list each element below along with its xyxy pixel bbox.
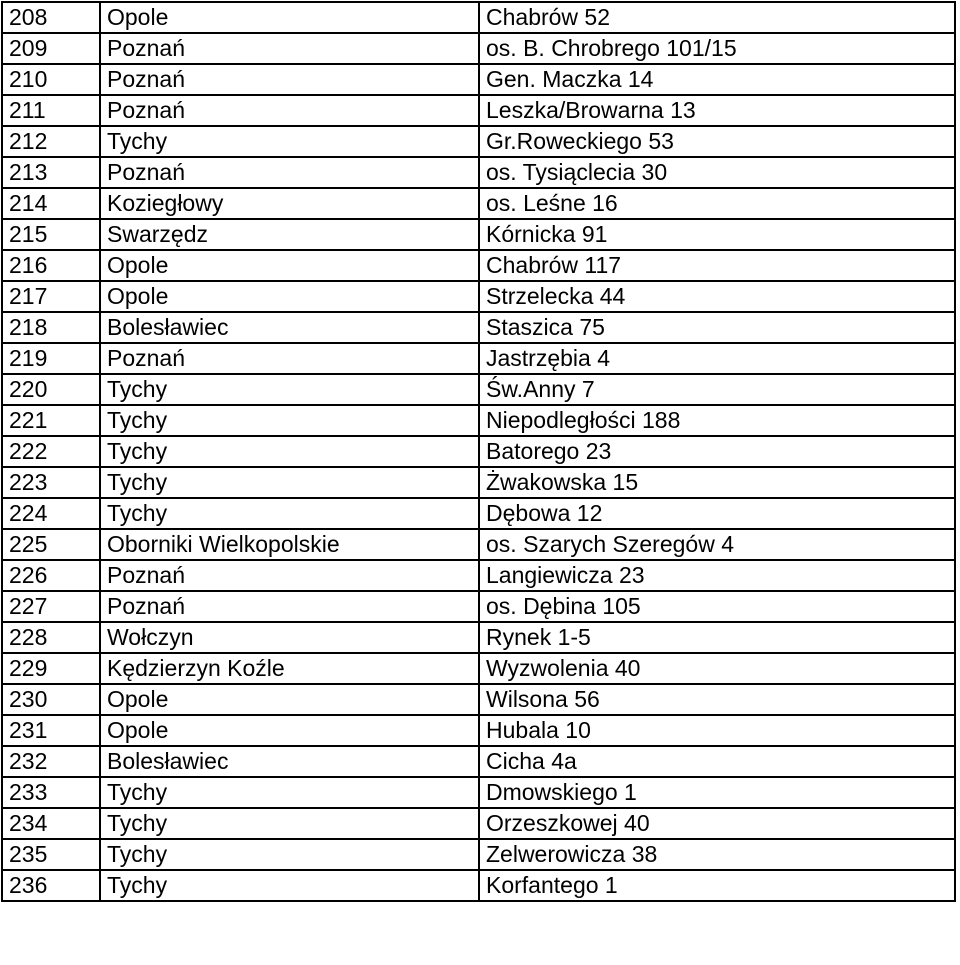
row-number-cell: 234 (2, 808, 100, 839)
street-cell: os. Szarych Szeregów 4 (479, 529, 955, 560)
street-cell: os. Leśne 16 (479, 188, 955, 219)
city-cell: Tychy (100, 467, 479, 498)
street-cell: Staszica 75 (479, 312, 955, 343)
row-number-cell: 212 (2, 126, 100, 157)
table-row (2, 2, 955, 33)
row-number-cell: 215 (2, 219, 100, 250)
row-number-cell: 210 (2, 64, 100, 95)
street-cell: Hubala 10 (479, 715, 955, 746)
table-row (2, 95, 955, 126)
street-cell: os. Dębina 105 (479, 591, 955, 622)
table-row (2, 498, 955, 529)
city-cell: Tychy (100, 777, 479, 808)
street-cell: Dębowa 12 (479, 498, 955, 529)
city-cell: Poznań (100, 64, 479, 95)
table-row (2, 591, 955, 622)
table-row (2, 808, 955, 839)
city-cell: Poznań (100, 157, 479, 188)
address-table (1, 1, 956, 902)
street-cell: Leszka/Browarna 13 (479, 95, 955, 126)
row-number-cell: 221 (2, 405, 100, 436)
street-cell: Gr.Roweckiego 53 (479, 126, 955, 157)
table-row (2, 529, 955, 560)
table-row (2, 622, 955, 653)
street-cell: Niepodległości 188 (479, 405, 955, 436)
street-cell: Św.Anny 7 (479, 374, 955, 405)
street-cell: Wyzwolenia 40 (479, 653, 955, 684)
city-cell: Opole (100, 2, 479, 33)
row-number-cell: 227 (2, 591, 100, 622)
table-row (2, 560, 955, 591)
row-number-cell: 222 (2, 436, 100, 467)
row-number-cell: 208 (2, 2, 100, 33)
table-row (2, 219, 955, 250)
street-cell: Jastrzębia 4 (479, 343, 955, 374)
row-number-cell: 209 (2, 33, 100, 64)
table-row (2, 312, 955, 343)
street-cell: Cicha 4a (479, 746, 955, 777)
row-number-cell: 235 (2, 839, 100, 870)
street-cell: Orzeszkowej 40 (479, 808, 955, 839)
table-row (2, 405, 955, 436)
row-number-cell: 229 (2, 653, 100, 684)
street-cell: Batorego 23 (479, 436, 955, 467)
city-cell: Tychy (100, 126, 479, 157)
street-cell: Korfantego 1 (479, 870, 955, 901)
city-cell: Poznań (100, 33, 479, 64)
city-cell: Opole (100, 281, 479, 312)
city-cell: Tychy (100, 808, 479, 839)
street-cell: Chabrów 52 (479, 2, 955, 33)
row-number-cell: 211 (2, 95, 100, 126)
row-number-cell: 228 (2, 622, 100, 653)
table-row (2, 684, 955, 715)
city-cell: Koziegłowy (100, 188, 479, 219)
city-cell: Bolesławiec (100, 312, 479, 343)
street-cell: Chabrów 117 (479, 250, 955, 281)
row-number-cell: 217 (2, 281, 100, 312)
row-number-cell: 216 (2, 250, 100, 281)
street-cell: Langiewicza 23 (479, 560, 955, 591)
street-cell: Zelwerowicza 38 (479, 839, 955, 870)
table-row (2, 64, 955, 95)
city-cell: Wołczyn (100, 622, 479, 653)
table-row (2, 746, 955, 777)
city-cell: Tychy (100, 405, 479, 436)
row-number-cell: 225 (2, 529, 100, 560)
table-row (2, 126, 955, 157)
row-number-cell: 224 (2, 498, 100, 529)
city-cell: Tychy (100, 436, 479, 467)
city-cell: Poznań (100, 343, 479, 374)
row-number-cell: 219 (2, 343, 100, 374)
row-number-cell: 230 (2, 684, 100, 715)
row-number-cell: 213 (2, 157, 100, 188)
table-row (2, 374, 955, 405)
city-cell: Poznań (100, 591, 479, 622)
table-row (2, 870, 955, 901)
table-row (2, 653, 955, 684)
city-cell: Bolesławiec (100, 746, 479, 777)
row-number-cell: 223 (2, 467, 100, 498)
city-cell: Tychy (100, 870, 479, 901)
row-number-cell: 214 (2, 188, 100, 219)
city-cell: Swarzędz (100, 219, 479, 250)
city-cell: Kędzierzyn Koźle (100, 653, 479, 684)
table-row (2, 715, 955, 746)
row-number-cell: 231 (2, 715, 100, 746)
city-cell: Poznań (100, 95, 479, 126)
row-number-cell: 232 (2, 746, 100, 777)
row-number-cell: 233 (2, 777, 100, 808)
street-cell: Strzelecka 44 (479, 281, 955, 312)
table-row (2, 467, 955, 498)
row-number-cell: 218 (2, 312, 100, 343)
street-cell: Gen. Maczka 14 (479, 64, 955, 95)
table-row (2, 839, 955, 870)
table-row (2, 343, 955, 374)
table-row (2, 777, 955, 808)
table-row (2, 33, 955, 64)
city-cell: Tychy (100, 498, 479, 529)
city-cell: Poznań (100, 560, 479, 591)
street-cell: Żwakowska 15 (479, 467, 955, 498)
city-cell: Tychy (100, 839, 479, 870)
table-row (2, 188, 955, 219)
street-cell: os. Tysiąclecia 30 (479, 157, 955, 188)
city-cell: Tychy (100, 374, 479, 405)
street-cell: Kórnicka 91 (479, 219, 955, 250)
address-table-body (2, 2, 955, 901)
street-cell: Wilsona 56 (479, 684, 955, 715)
street-cell: Rynek 1-5 (479, 622, 955, 653)
table-row (2, 250, 955, 281)
table-row (2, 436, 955, 467)
city-cell: Opole (100, 715, 479, 746)
row-number-cell: 226 (2, 560, 100, 591)
street-cell: Dmowskiego 1 (479, 777, 955, 808)
table-row (2, 157, 955, 188)
street-cell: os. B. Chrobrego 101/15 (479, 33, 955, 64)
table-row (2, 281, 955, 312)
row-number-cell: 220 (2, 374, 100, 405)
row-number-cell: 236 (2, 870, 100, 901)
city-cell: Oborniki Wielkopolskie (100, 529, 479, 560)
city-cell: Opole (100, 684, 479, 715)
city-cell: Opole (100, 250, 479, 281)
